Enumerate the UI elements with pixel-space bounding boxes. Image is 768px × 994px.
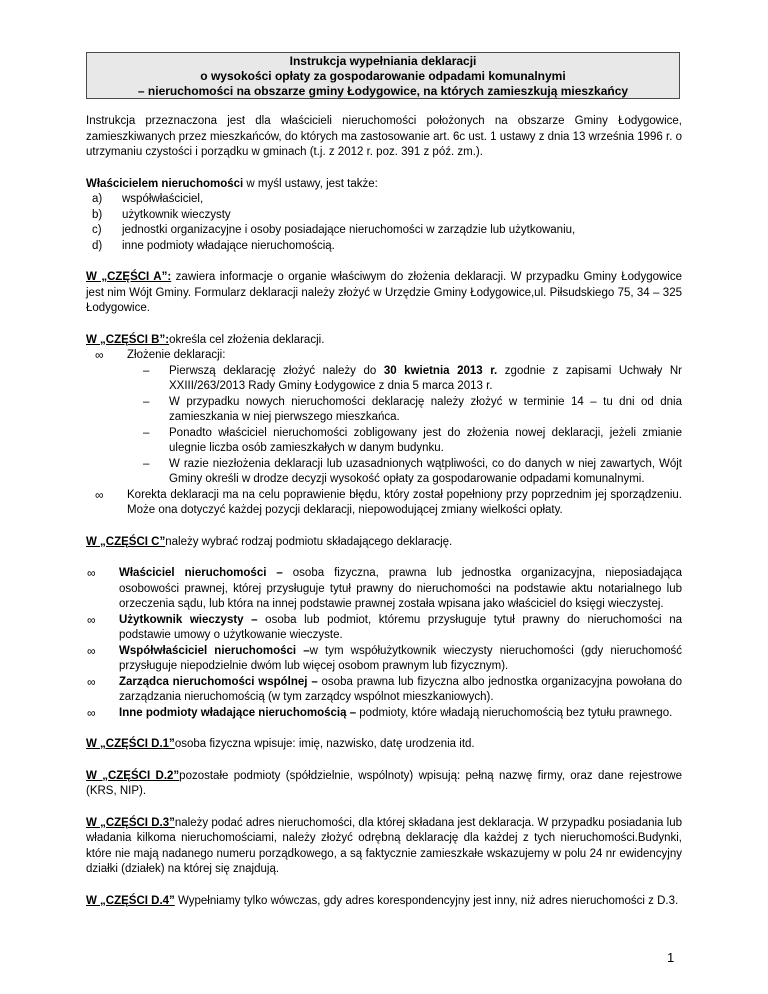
list-item-text: jednostki organizacyjne i osoby posiadające nieruchomości w zarządzie lub użytkowaniu, [122,224,576,236]
list-item-text: Korekta deklaracji ma na celu poprawienie błędu, który został popełniony przy poprzednim jej sporządzeniu. Może ona dotyczyć każdej pozycji deklaracji, niepowodującej zmiany wielkości opłaty. [127,488,682,516]
term: Właściciel nieruchomości – [119,567,283,579]
list-item [86,223,682,239]
list-item-text: W razie niezłożenia deklaracji lub uzasadnionych wątpliwości, co do danych w niej zawartych, Wójt Gminy określi w drodze decyzji wysokość opłaty za gospodarowanie odpadami komunalnymi. [169,457,682,485]
infinity-bullet-icon: ∞ [87,674,96,689]
owners-lead-rest: w myśl ustawy, jest także: [243,177,378,190]
term: Inne podmioty władające nieruchomością – [119,706,357,719]
part-a-heading: W „CZĘŚCI A”: [86,271,172,283]
term: Użytkownik wieczysty – [119,613,258,626]
part-d2-text: pozostałe podmioty (spółdzielnie, wspólnoty) wpisują: pełną nazwę firmy, oraz dane rejestrowe (KRS, NIP). [86,769,683,797]
dash-bullet-icon: – [143,457,150,470]
part-d3-heading: W „CZĘŚCI D.3” [86,816,175,829]
infinity-bullet-icon: ∞ [87,643,96,658]
part-d1-heading: W „CZĘŚCI D.1” [86,738,175,750]
part-b-text: określa cel złożenia deklaracji. [169,333,325,346]
owners-lead [86,177,682,193]
list-item-text: Złożenie deklaracji: [127,349,226,361]
list-item [86,348,682,364]
list-item-text [119,566,682,613]
part-b-heading: W „CZĘŚCI B”: [86,333,170,346]
list-item [86,208,682,224]
part-b-paragraph [86,333,682,349]
part-d2-paragraph [86,769,682,800]
infinity-bullet-icon: ∞ [87,612,96,627]
list-item [86,706,682,722]
title-line-3: – nieruchomości na obszarze gminy Łodygowice, na których zamieszkują mieszkańcy [137,84,629,98]
list-item-label: d) [92,239,103,252]
list-item [86,644,682,675]
infinity-bullet-icon: ∞ [87,705,96,720]
part-c-heading: W „CZĘŚCI C” [86,535,166,548]
list-item-text: Ponadto właściciel nieruchomości zobligowany jest do złożenia nowej deklaracji, jeżeli zmianie ulegnie liczba osób zamieszkałych w danym budynku. [169,426,682,454]
list-item [86,457,682,488]
part-d1-paragraph [86,737,682,753]
list-item-text [119,675,682,706]
list-item-text [169,364,682,395]
part-c-paragraph [86,535,682,551]
list-item [86,192,682,208]
list-item-text: inne podmioty władające nieruchomością. [122,239,335,252]
list-item-text [119,644,682,675]
intro-paragraph: Instrukcja przeznaczona jest dla właścicieli nieruchomości położonych na obszarze Gminy Łodygowice, zamieszkiwanych przez mieszkańców, do których ma zastosowanie art. 6c ust. 1 ustawy z dnia 13 września 1996 r. o utrzymaniu czystości i porządku w gminach (t.j. z 2012 r. poz. 391 z póź. zm.). [86,115,682,158]
list-item-label: c) [92,224,102,236]
title-line-2: o wysokości opłaty za gospodarowanie odpadami komunalnymi [200,69,566,83]
list-item [86,364,682,395]
term: Współwłaściciel nieruchomości – [119,644,310,657]
list-item [86,488,682,519]
sub1-pre: Pierwszą deklarację złożyć należy do [169,364,384,377]
definition: w tym współużytkownik wieczysty nieruchomości (gdy nieruchomość przysługuje niepodzielnie dwóm lub więcej osobom prawnym lub fizycznym). [119,644,682,672]
part-a-text: zawiera informacje o organie właściwym do złożenia deklaracji. W przypadku Gminy Łodygowice jest nim Wójt Gminy. Formularz deklaracji należy złożyć w Urzędzie Gminy Łodygowice,ul. Piłsudskiego 75, 34 – 325 Łodygowice. [86,271,682,314]
part-d4-text: Wypełniamy tylko wówczas, gdy adres korespondencyjny jest inny, niż adres nieruchomości z D.3. [174,894,679,907]
dash-bullet-icon: – [143,426,150,439]
list-item [86,239,682,255]
part-d3-paragraph [86,816,682,878]
list-item [86,426,682,457]
part-a-paragraph [86,270,682,317]
list-item-label: a) [92,193,103,205]
title-line-1: Instrukcja wypełniania deklaracji [289,54,477,68]
part-c-text: należy wybrać rodzaj podmiotu składającego deklarację. [165,535,453,548]
page-number: 1 [667,950,675,965]
sub1-deadline: 30 kwietnia 2013 r. [383,364,498,377]
document-body [86,114,682,909]
dash-bullet-icon: – [143,395,150,408]
definition: osoba prawna lub fizyczna albo jednostka organizacyjna powołana do zarządzania nieruchomością (w tym zarządcy wspólnot mieszkaniowych). [119,675,682,703]
list-item-text: współwłaściciel, [122,193,204,205]
infinity-bullet-icon: ∞ [95,348,104,362]
sub1-post: zgodnie z zapisami Uchwały Nr XXIII/263/2013 Rady Gminy Łodygowice z dnia 5 marca 2013 r. [169,364,682,392]
infinity-bullet-icon: ∞ [95,487,104,502]
definition: osoba fizyczna, prawna lub jednostka organizacyjna, nieposiadająca osobowości prawnej, której przysługuje tytuł prawny do nieruchomości na podstawie aktu notarialnego lub orzeczenia sądu, lub która na innej podstawie prawnej została wpisana jako właściciel do księgi wieczystej. [119,567,682,610]
list-item [86,613,682,644]
infinity-bullet-icon: ∞ [87,566,96,580]
part-d2-heading: W „CZĘŚCI D.2” [86,769,180,782]
definition: osoba lub podmiot, któremu przysługuje tytuł prawny do nieruchomości na podstawie umowy o użytkowanie wieczyste. [119,613,683,641]
document-title-box [86,52,680,99]
dash-bullet-icon: – [143,364,150,377]
term: Zarządca nieruchomości wspólnej – [119,675,318,688]
part-d4-heading: W „CZĘŚCI D.4” [86,894,175,907]
list-item [86,675,682,706]
list-item-text [119,613,682,644]
part-d4-paragraph [86,894,682,910]
part-d3-text: należy podać adres nieruchomości, dla której składana jest deklaracja. W przypadku posiadania lub władania kilkoma nieruchomościami, należy złożyć odrębną deklarację dla każdej z tych nieruchomości.Budynki, które nie mają nadanego numeru porządkowego, a są faktycznie zamieszkałe wskazujemy w polu 24 nr ewidencyjny działki (działek) na której się znajdują. [86,816,683,875]
list-item-text: W przypadku nowych nieruchomości deklarację należy złożyć w terminie 14 – tu dni od dnia zamieszkania w niej pierwszego mieszkańca. [169,395,682,423]
owners-lead-bold: Właścicielem nieruchomości [86,177,244,190]
list-item-text [119,706,682,722]
list-item [86,395,682,426]
list-item [86,566,682,613]
part-d1-text: osoba fizyczna wpisuje: imię, nazwisko, datę urodzenia itd. [174,738,475,750]
definition: podmioty, które władają nieruchomością bez tytułu prawnego. [356,706,673,719]
list-item-label: b) [92,208,103,221]
list-item-text: użytkownik wieczysty [122,208,231,221]
